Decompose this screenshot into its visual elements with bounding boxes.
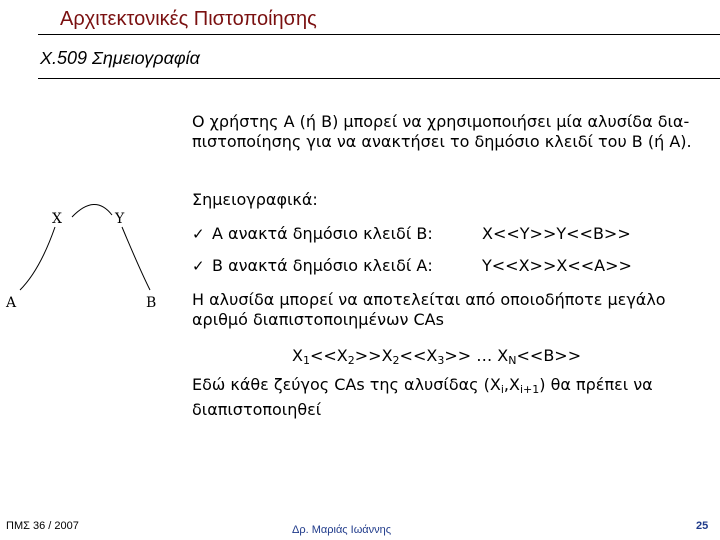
node-x: X xyxy=(52,211,62,227)
title-divider xyxy=(38,78,720,79)
check-icon: ✓ xyxy=(192,225,205,243)
chain-formula: $X_1<<X_2>>X_2<<X_3>>$ … $X_N<<B>>$ xyxy=(292,346,582,367)
footer-course: ΠΜΣ 36 / 2007 xyxy=(6,520,79,532)
node-y: Y xyxy=(115,211,125,227)
notation-row-formula: Y<<X>>X<<A>> xyxy=(482,256,632,275)
page-number: 25 xyxy=(696,520,709,532)
pair-paragraph: Εδώ κάθε ζεύγος CAs της αλυσίδας $(X_i,X_{i+1})$ θα πρέπει να διαπιστοποιηθεί xyxy=(192,375,653,419)
ca-hierarchy-diagram xyxy=(0,195,180,325)
edge-y-b xyxy=(122,227,150,290)
edge-x-a xyxy=(20,227,55,290)
node-b: B xyxy=(146,295,157,311)
edge-x-y xyxy=(72,204,112,217)
header-title: Αρχιτεκτονικές Πιστοποίησης xyxy=(60,8,317,30)
notation-row-text: Β ανακτά δημόσιο κλειδί Α: xyxy=(212,256,433,275)
notation-label: Σημειογραφικά: xyxy=(192,190,318,209)
intro-paragraph: Ο χρήστης Α (ή Β) μπορεί να χρησιμοποιήσει μία αλυσίδα δια-πιστοποίησης για να ανακτήσει το δημόσιο κλειδί του Β (ή Α). xyxy=(192,112,692,151)
footer-author: Δρ. Μαριάς Ιωάννης xyxy=(292,524,392,536)
header-divider xyxy=(38,34,720,35)
notation-row-text: Α ανακτά δημόσιο κλειδί Β: xyxy=(212,224,433,243)
check-icon: ✓ xyxy=(192,257,205,275)
node-a: A xyxy=(6,295,17,311)
slide-title: Χ.509 Σημειογραφία xyxy=(40,48,200,68)
chain-paragraph: Η αλυσίδα μπορεί να αποτελείται από οποιοδήποτε μεγάλο αριθμό διαπιστοποιημένων CAs xyxy=(192,290,666,329)
notation-row-formula: X<<Y>>Y<<B>> xyxy=(482,224,631,243)
